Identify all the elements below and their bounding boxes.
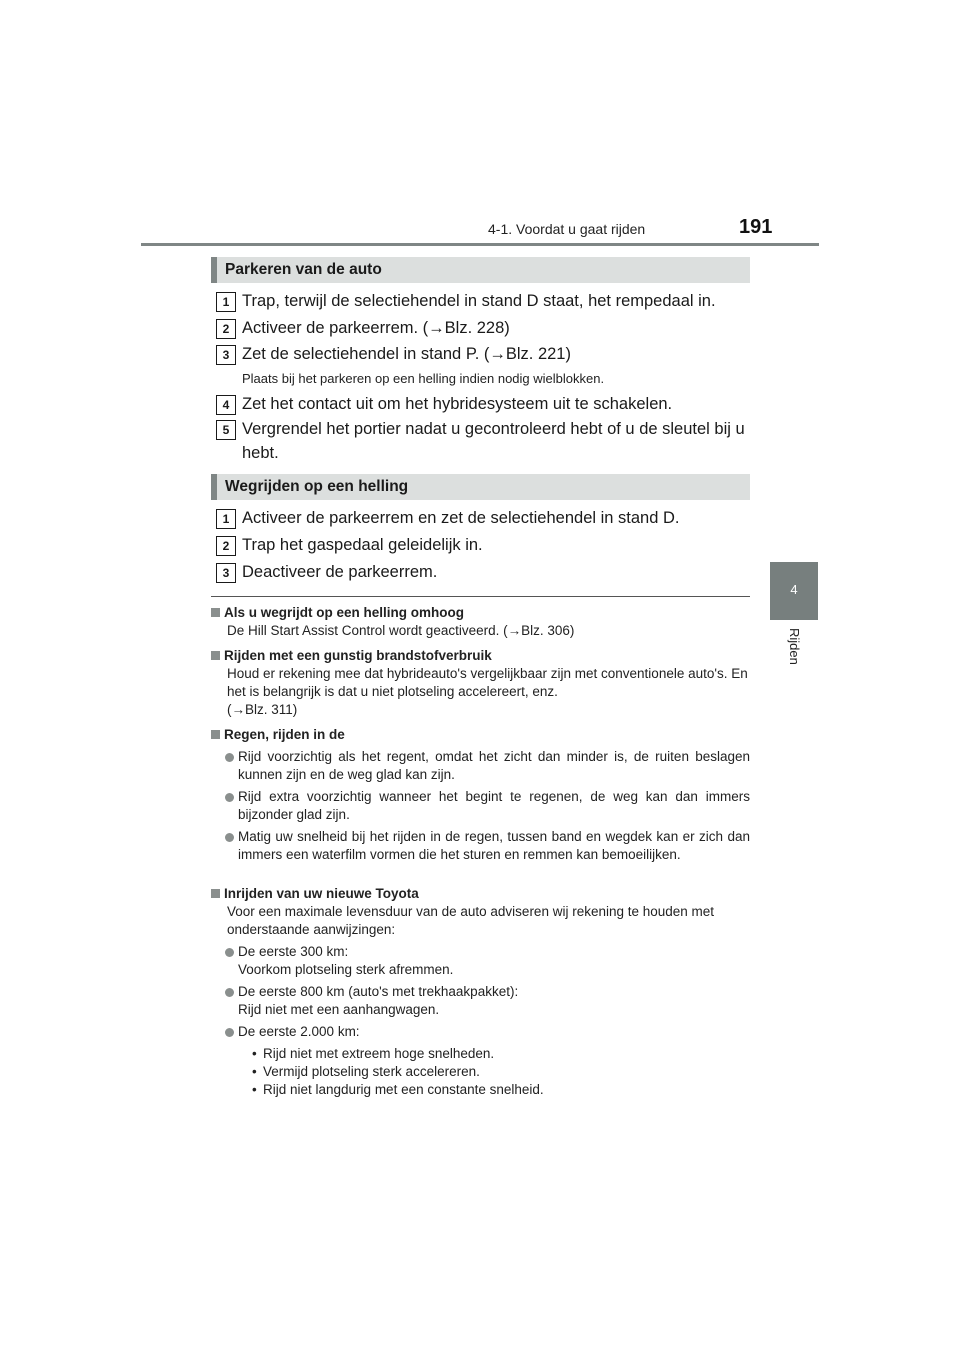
step-number-box: 3 bbox=[216, 563, 236, 583]
break-in-sub-list bbox=[211, 1045, 750, 1099]
step-number-box: 2 bbox=[216, 319, 236, 339]
round-bullet-icon bbox=[225, 1028, 234, 1037]
section-title: Wegrijden op een helling bbox=[225, 478, 409, 495]
step-text: Deactiveer de parkeerrem. bbox=[242, 563, 438, 581]
step-number-box: 1 bbox=[216, 292, 236, 312]
note-heading bbox=[211, 884, 750, 903]
item-label: De eerste 300 km: bbox=[238, 944, 349, 959]
step-text: Activeer de parkeerrem. (→Blz. 228) bbox=[242, 319, 510, 337]
square-bullet-icon bbox=[211, 651, 220, 660]
section-title: Parkeren van de auto bbox=[225, 261, 382, 278]
chapter-number: 4 bbox=[790, 582, 798, 597]
page-number: 191 bbox=[739, 216, 773, 238]
chapter-tab bbox=[770, 562, 818, 620]
note-text: Voor een maximale levensduur van de auto adviseren wij rekening te houden met onderstaande aanwijzingen: bbox=[227, 904, 715, 937]
round-bullet-icon bbox=[225, 753, 234, 762]
note-reference: (→Blz. 311) bbox=[227, 702, 298, 717]
note-heading bbox=[211, 646, 750, 665]
note-uphill bbox=[211, 603, 750, 640]
section-header-parking bbox=[211, 257, 750, 283]
step-number-box: 2 bbox=[216, 536, 236, 556]
round-bullet-icon bbox=[225, 793, 234, 802]
bullet-text: Rijd extra voorzichtig wanneer het begint te regenen, de weg kan dan immers bijzonder glad zijn. bbox=[238, 789, 750, 822]
sub-item-text: Rijd niet langdurig met een constante snelheid. bbox=[263, 1082, 544, 1097]
round-bullet-icon bbox=[225, 833, 234, 842]
note-title: Regen, rijden in de bbox=[224, 727, 345, 742]
note-text: Houd er rekening mee dat hybrideauto's vergelijkbaar zijn met conventionele auto's. En het is belangrijk is dat u niet plotseling accelereert, enz. bbox=[227, 666, 748, 699]
step-number-box: 3 bbox=[216, 345, 236, 365]
bullet-text: Matig uw snelheid bij het rijden in de regen, tussen band en wegdek kan er zich dan immers een waterfilm vormen die het sturen en remmen kan bemoeilijken. bbox=[238, 829, 750, 862]
note-rain bbox=[211, 725, 750, 864]
break-in-item-2 bbox=[211, 983, 750, 1019]
rain-bullet-1 bbox=[211, 748, 750, 784]
item-detail: Rijd niet met een aanhangwagen. bbox=[238, 1002, 440, 1017]
rain-bullet-2 bbox=[211, 788, 750, 824]
step-number-box: 5 bbox=[216, 420, 236, 440]
break-in-item-3 bbox=[211, 1023, 750, 1041]
sub-item: • Rijd niet met extreem hoge snelheden. bbox=[252, 1046, 495, 1061]
square-bullet-icon bbox=[211, 889, 220, 898]
note-heading bbox=[211, 725, 750, 744]
rain-bullet-3 bbox=[211, 828, 750, 864]
sub-item: • Vermijd plotseling sterk accelereren. bbox=[252, 1064, 480, 1079]
step-text: Zet het contact uit om het hybridesysteem uit te schakelen. bbox=[242, 395, 673, 413]
round-bullet-icon bbox=[225, 988, 234, 997]
body-divider bbox=[211, 596, 750, 597]
note-text: De Hill Start Assist Control wordt geactiveerd. (→Blz. 306) bbox=[227, 623, 575, 638]
header-rule bbox=[141, 243, 819, 246]
sub-item-text: Vermijd plotseling sterk accelereren. bbox=[263, 1064, 480, 1079]
step-text: Trap, terwijl de selectiehendel in stand D staat, het rempedaal in. bbox=[242, 292, 716, 310]
note-title: Als u wegrijdt op een helling omhoog bbox=[224, 605, 465, 620]
break-in-item-1 bbox=[211, 943, 750, 979]
parking-note: Plaats bij het parkeren op een helling indien nodig wielblokken. bbox=[242, 371, 605, 386]
section-header-hill bbox=[211, 474, 750, 500]
chapter-label: Rijden bbox=[787, 628, 802, 665]
step-number-box: 4 bbox=[216, 395, 236, 415]
header-section-title: 4-1. Voordat u gaat rijden bbox=[488, 221, 646, 237]
step-text: Zet de selectiehendel in stand P. (→Blz. 221) bbox=[242, 345, 571, 363]
note-fuel bbox=[211, 646, 750, 719]
note-title: Rijden met een gunstig brandstofverbruik bbox=[224, 648, 492, 663]
note-heading bbox=[211, 603, 750, 622]
item-detail: Voorkom plotseling sterk afremmen. bbox=[238, 962, 454, 977]
item-label: De eerste 2.000 km: bbox=[238, 1024, 360, 1039]
sub-item-text: Rijd niet met extreem hoge snelheden. bbox=[263, 1046, 495, 1061]
note-break-in bbox=[211, 884, 750, 1099]
sub-item: • Rijd niet langdurig met een constante snelheid. bbox=[252, 1082, 544, 1097]
round-bullet-icon bbox=[225, 948, 234, 957]
bullet-text: Rijd voorzichtig als het regent, omdat het zicht dan minder is, de ruiten beslagen kunnen zijn en de weg glad kan zijn. bbox=[238, 749, 750, 782]
step-text: Vergrendel het portier nadat u gecontroleerd hebt of u de sleutel bij u hebt. bbox=[242, 420, 745, 462]
item-label: De eerste 800 km (auto's met trekhaakpakket): bbox=[238, 984, 519, 999]
square-bullet-icon bbox=[211, 730, 220, 739]
step-text: Trap het gaspedaal geleidelijk in. bbox=[242, 536, 483, 554]
step-number-box: 1 bbox=[216, 509, 236, 529]
step-text: Activeer de parkeerrem en zet de selectiehendel in stand D. bbox=[242, 509, 680, 527]
square-bullet-icon bbox=[211, 608, 220, 617]
note-title: Inrijden van uw nieuwe Toyota bbox=[224, 886, 419, 901]
